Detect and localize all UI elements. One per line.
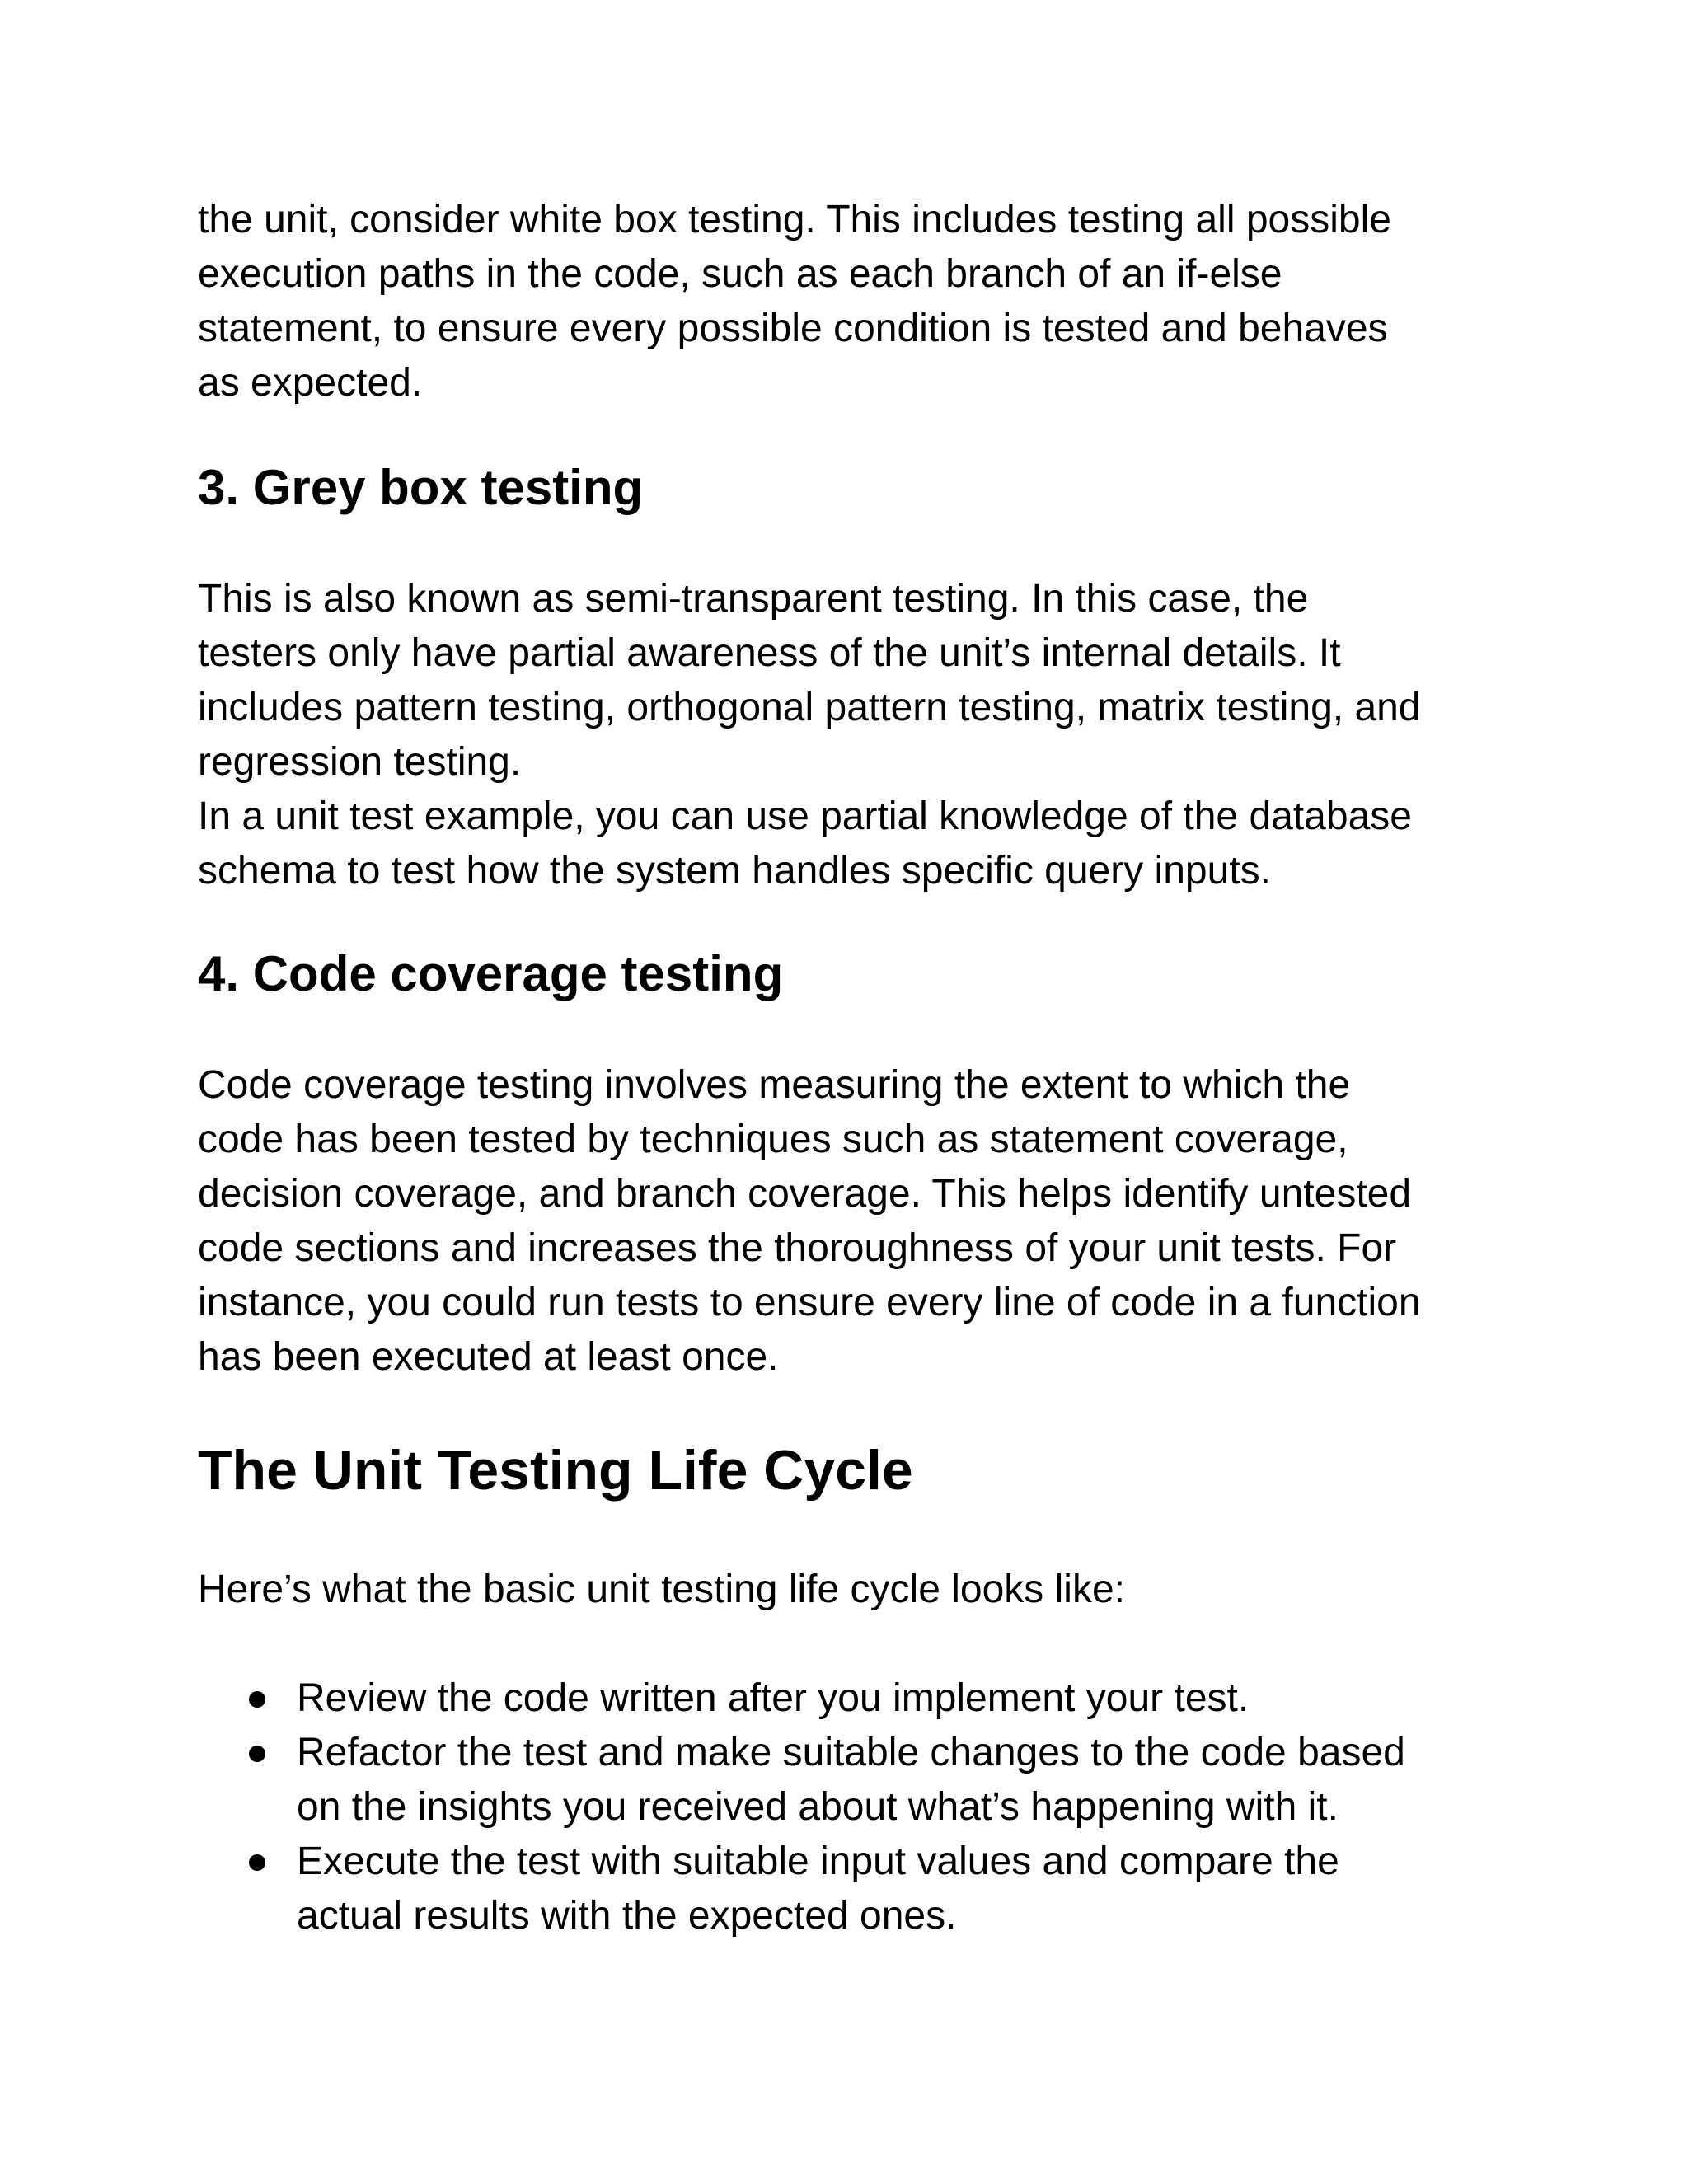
life-cycle-list (198, 1671, 1500, 1943)
paragraph-line: In a unit test example, you can use partial knowledge of the database (198, 794, 1412, 838)
paragraph-line: statement, to ensure every possible condition is tested and behaves (198, 307, 1388, 350)
paragraph-line: schema to test how the system handles specific query inputs. (198, 849, 1271, 893)
paragraph-line: has been executed at least once. (198, 1335, 779, 1379)
paragraph-line: decision coverage, and branch coverage. This helps identify untested (198, 1172, 1412, 1216)
paragraph-line: code sections and increases the thoroughness of your unit tests. For (198, 1226, 1397, 1270)
list-item-line: Review the code written after you implement your test. (297, 1676, 1250, 1720)
paragraph-line: code has been tested by techniques such as statement coverage, (198, 1118, 1348, 1161)
list-item-line: actual results with the expected ones. (297, 1894, 957, 1938)
bullet-icon (249, 1854, 265, 1871)
life-cycle-intro (198, 1563, 1500, 1617)
paragraph-line: Here’s what the basic unit testing life cycle looks like: (198, 1568, 1125, 1611)
list-item-line: Refactor the test and make suitable changes to the code based (297, 1731, 1405, 1774)
paragraph-line: testers only have partial awareness of the unit’s internal details. It (198, 631, 1341, 675)
code-coverage-paragraph (198, 1058, 1500, 1385)
paragraph-line: This is also known as semi-transparent testing. In this case, the (198, 577, 1309, 621)
list-item-line: on the insights you received about what’s happening with it. (297, 1785, 1339, 1829)
paragraph-line: includes pattern testing, orthogonal pattern testing, matrix testing, and (198, 686, 1421, 729)
code-coverage-heading: 4. Code coverage testing (198, 946, 784, 1001)
paragraph-line: as expected. (198, 361, 423, 405)
paragraph-line: execution paths in the code, such as each branch of an if-else (198, 252, 1282, 296)
list-item (198, 1726, 1500, 1835)
grey-box-heading: 3. Grey box testing (198, 460, 644, 515)
paragraph-line: Code coverage testing involves measuring the extent to which the (198, 1063, 1351, 1107)
bullet-icon (249, 1691, 265, 1708)
white-box-paragraph (198, 193, 1500, 410)
list-item-line: Execute the test with suitable input values and compare the (297, 1840, 1339, 1883)
list-item (198, 1835, 1500, 1943)
paragraph-line: regression testing. (198, 740, 522, 784)
bullet-icon (249, 1746, 265, 1762)
list-item (198, 1671, 1500, 1726)
life-cycle-heading: The Unit Testing Life Cycle (198, 1439, 913, 1502)
paragraph-line: instance, you could run tests to ensure every line of code in a function (198, 1281, 1421, 1324)
grey-box-paragraph (198, 572, 1500, 898)
paragraph-line: the unit, consider white box testing. This includes testing all possible (198, 198, 1391, 241)
